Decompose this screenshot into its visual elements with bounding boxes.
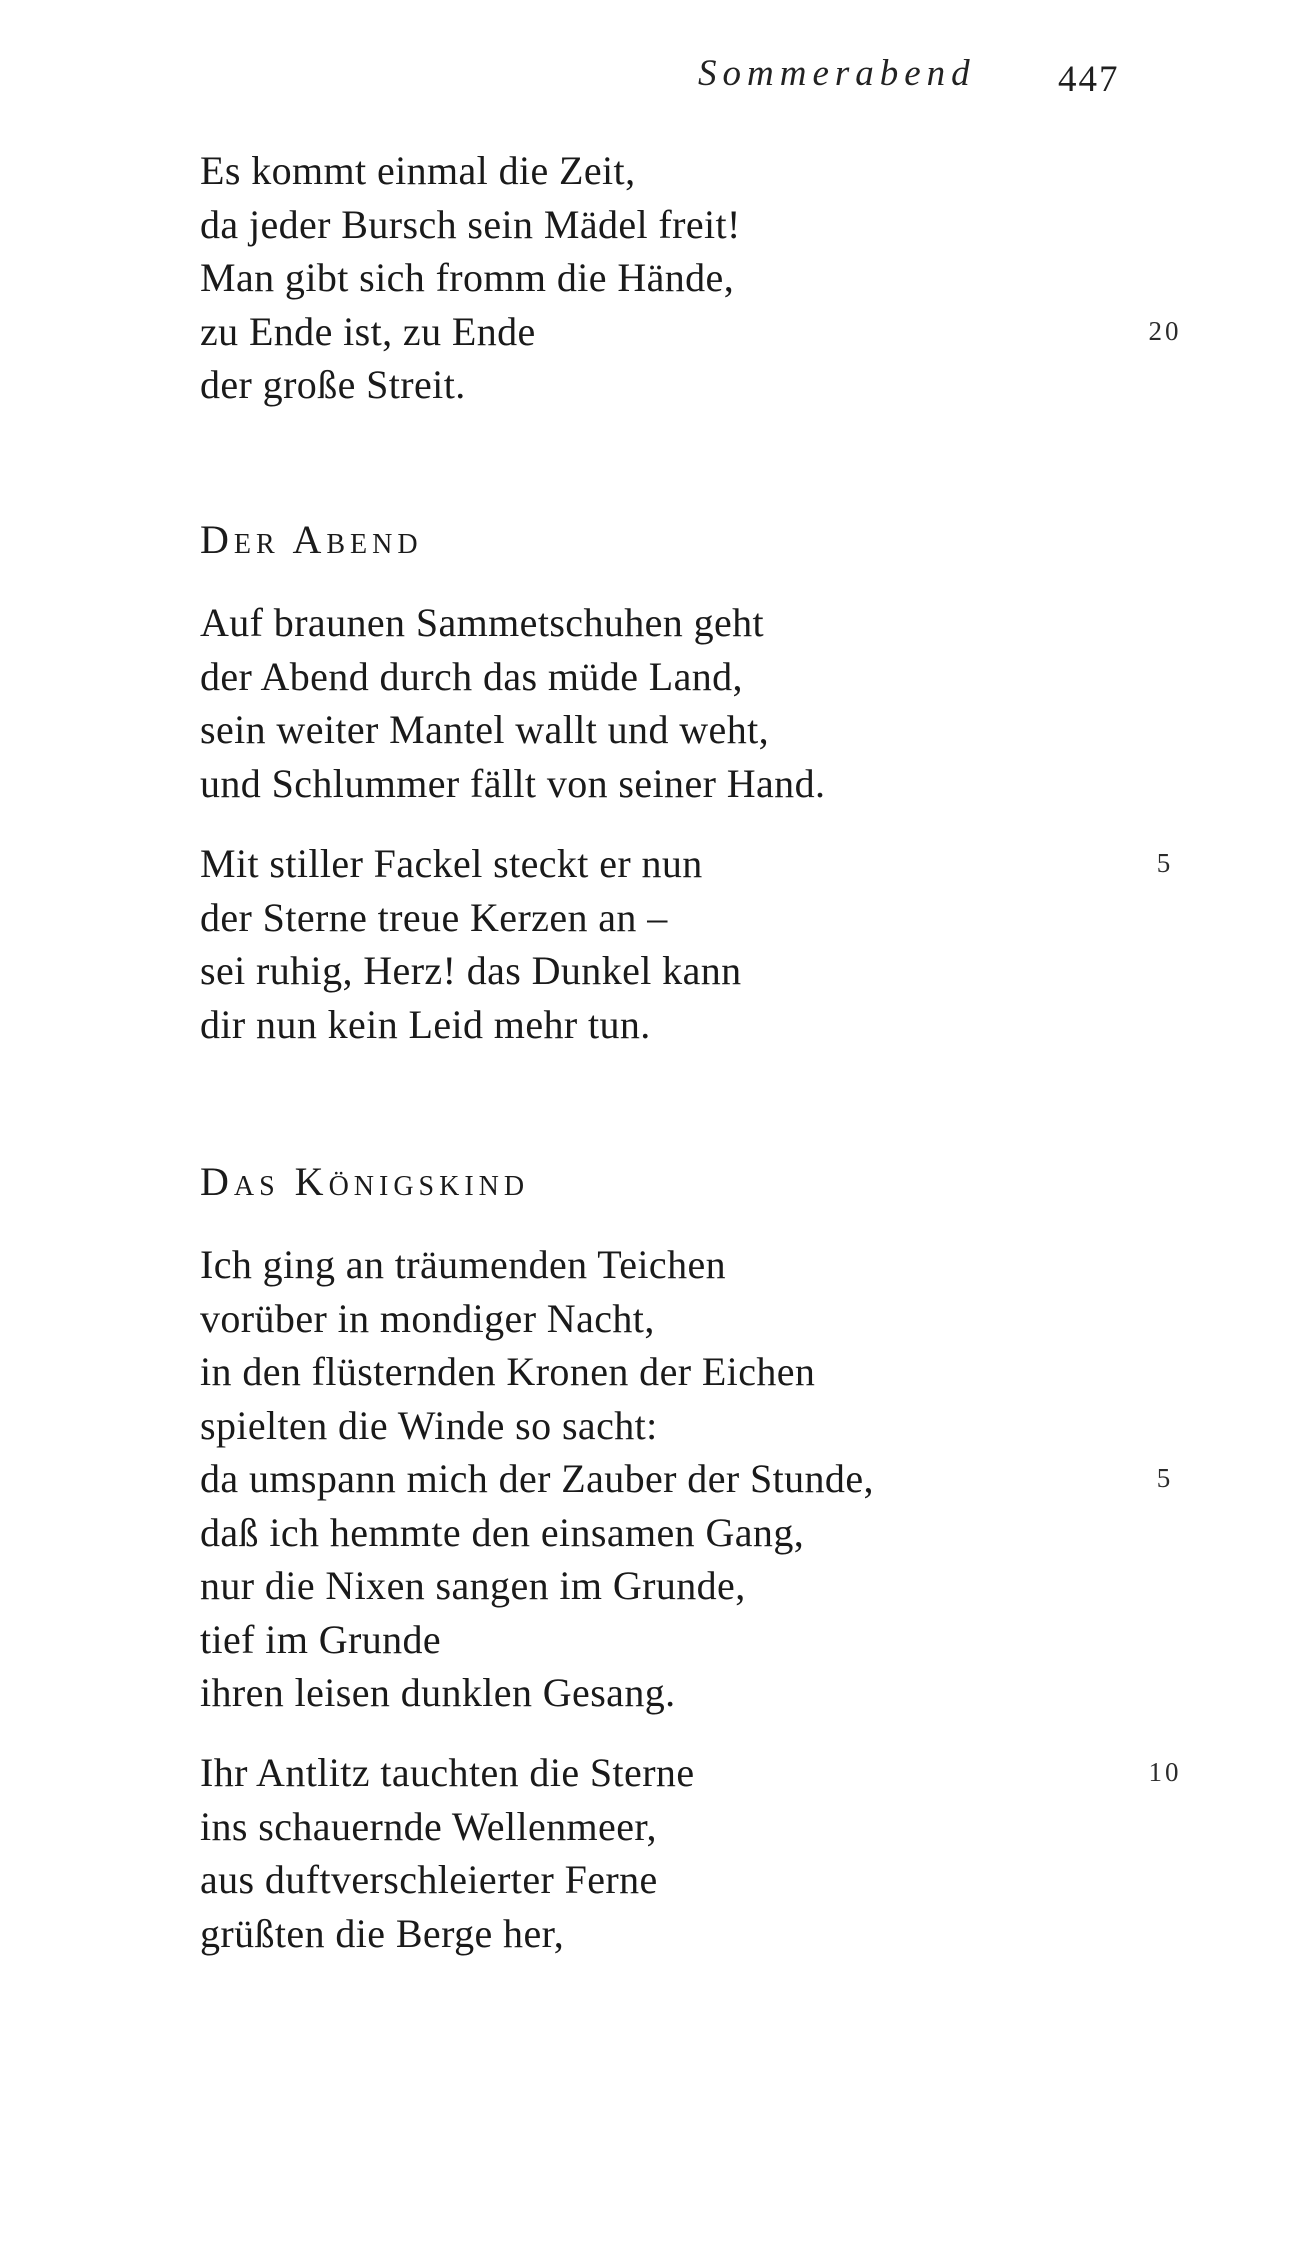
poem-line — [200, 358, 1294, 412]
poem-title-der-abend: Der Abend — [200, 517, 423, 562]
page-number: 447 — [1058, 59, 1120, 100]
poem-line-text: sei ruhig, Herz! das Dunkel kann — [200, 948, 742, 993]
poem-line — [200, 1345, 1294, 1399]
poem-line-text: der große Streit. — [200, 362, 466, 407]
poem-line — [200, 998, 1294, 1052]
poem-line-text: der Sterne treue Kerzen an – — [200, 894, 668, 940]
poem-line-text: zu Ende ist, zu Ende — [200, 308, 536, 354]
poem-line-text: tief im Grunde — [200, 1616, 442, 1662]
line-number-marker: 10 — [1148, 1757, 1182, 1787]
poem-line-text: sein weiter Mantel wallt und weht, — [200, 707, 770, 752]
poem-line-text: nur die Nixen sangen im Grunde, — [200, 1563, 746, 1608]
poem-line-text: vorüber in mondiger Nacht, — [200, 1295, 655, 1341]
poem-line-text: Ich ging an träumenden Teichen — [200, 1242, 727, 1287]
poem-line — [200, 650, 1294, 704]
running-title: Sommerabend — [698, 53, 976, 94]
poem-line — [200, 1853, 1294, 1907]
poem-line — [200, 944, 1294, 998]
poem-line-text: ins schauernde Wellenmeer, — [200, 1803, 657, 1849]
stanza-der-abend-1 — [0, 596, 1294, 810]
poem-line — [200, 144, 1294, 198]
poem-line — [200, 703, 1294, 757]
poem-line — [200, 1506, 1294, 1560]
poem-line-text: Mit stiller Fackel steckt er nun — [200, 841, 703, 886]
poem-title-das-koenigskind: Das Königskind — [200, 1159, 530, 1204]
line-number-marker: 5 — [1156, 1463, 1174, 1493]
poem-line — [200, 1746, 1294, 1800]
poem-line-text: aus duftverschleierter Ferne — [200, 1857, 658, 1902]
poem-line — [200, 1666, 1294, 1720]
poem-line — [200, 1292, 1294, 1346]
poem-line-text: Man gibt sich fromm die Hände, — [200, 255, 735, 300]
poem-line-text: dir nun kein Leid mehr tun. — [200, 1001, 651, 1047]
poem-line — [200, 1452, 1294, 1506]
poem-line — [200, 596, 1294, 650]
poem-line-text: in den flüsternden Kronen der Eichen — [200, 1349, 816, 1394]
poem-line — [200, 1559, 1294, 1613]
poem-line — [200, 198, 1294, 252]
poem-line-text: und Schlummer fällt von seiner Hand. — [200, 760, 826, 806]
poem-line-text: daß ich hemmte den einsamen Gang, — [200, 1509, 805, 1555]
poem-line-text: Auf braunen Sammetschuhen geht — [200, 600, 765, 645]
poem-line — [200, 251, 1294, 305]
poem-line — [200, 1613, 1294, 1667]
poem-line — [200, 1238, 1294, 1292]
poem-line-text: Es kommt einmal die Zeit, — [200, 148, 636, 193]
stanza-koenigskind-2 — [0, 1746, 1294, 1960]
line-number-marker: 20 — [1148, 315, 1182, 346]
poem-line — [200, 1907, 1294, 1961]
poem-line — [200, 1399, 1294, 1453]
stanza-koenigskind-1 — [0, 1238, 1294, 1720]
poem-line-text: spielten die Winde so sacht: — [200, 1402, 658, 1448]
poem-line — [200, 757, 1294, 811]
poem-line-text: Ihr Antlitz tauchten die Sterne — [200, 1750, 695, 1795]
poem-line — [200, 1800, 1294, 1854]
poem-line-text: der Abend durch das müde Land, — [200, 653, 743, 699]
poem-line-text: ihren leisen dunklen Gesang. — [200, 1670, 676, 1715]
poem-line-text: da umspann mich der Zauber der Stunde, — [200, 1456, 874, 1501]
poem-line-text: grüßten die Berge her, — [200, 1910, 565, 1956]
poem-line-text: da jeder Bursch sein Mädel freit! — [200, 201, 741, 247]
poem-line — [200, 891, 1294, 945]
stanza-sommerabend-end — [0, 144, 1294, 412]
poem-line — [200, 837, 1294, 891]
poem-line — [200, 305, 1294, 359]
stanza-der-abend-2 — [0, 837, 1294, 1051]
line-number-marker: 5 — [1156, 848, 1174, 878]
